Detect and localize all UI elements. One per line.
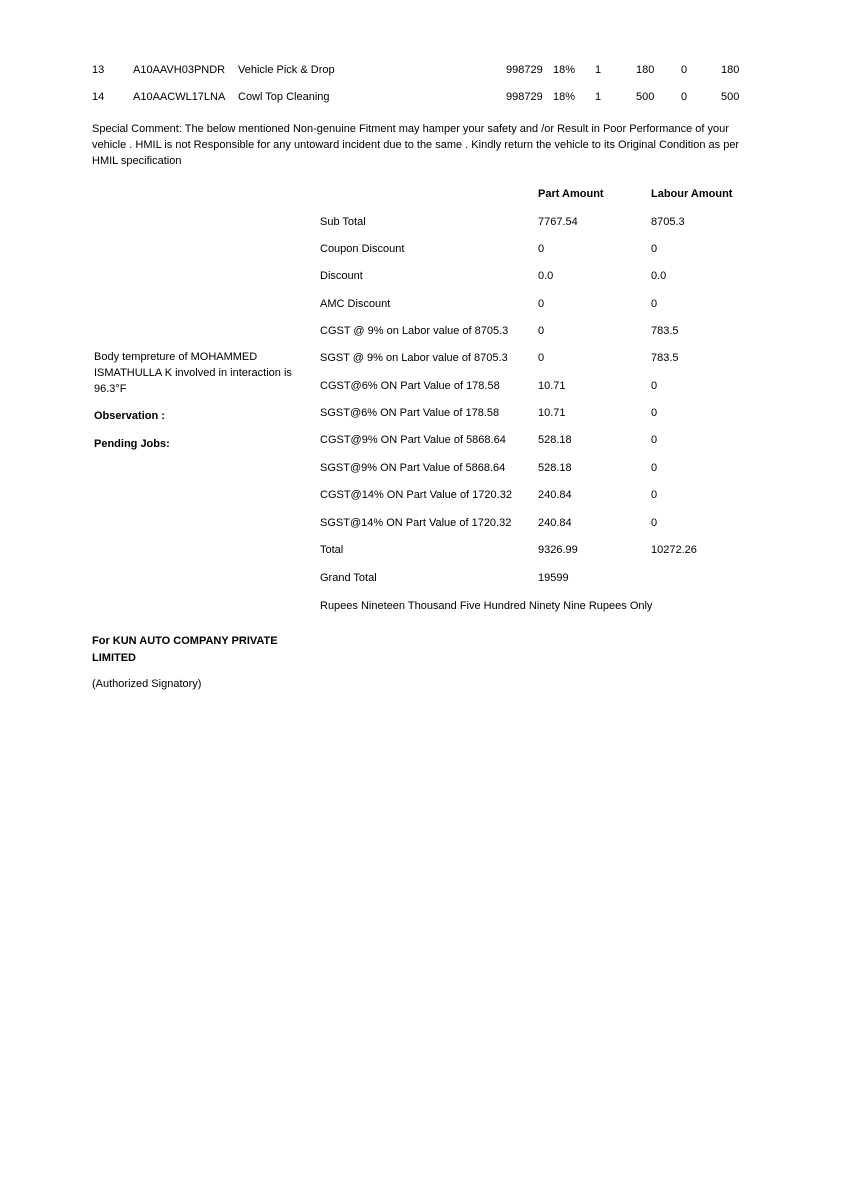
summary-labour-amount: 10272.26 — [651, 544, 697, 556]
summary-part-amount: 528.18 — [538, 434, 572, 446]
line-item-tax: 18% — [553, 91, 576, 103]
part-amount-header: Part Amount — [538, 188, 604, 200]
summary-labour-amount: 0 — [651, 489, 658, 501]
company-name: For KUN AUTO COMPANY PRIVATE LIMITED — [92, 635, 278, 664]
body-temperature-note: Body tempreture of MOHAMMED ISMATHULLA K involved in interaction is 96.3°F — [94, 351, 292, 395]
summary-label: Grand Total — [320, 572, 377, 584]
line-item-tax: 18% — [553, 64, 576, 76]
summary-labour-amount: 0.0 — [651, 270, 667, 282]
line-item-sl: 14 — [92, 91, 105, 103]
summary-labour-amount: 0 — [651, 298, 658, 310]
line-item-code: A10AAVH03PNDR — [133, 64, 226, 76]
summary-part-amount: 0 — [538, 243, 545, 255]
authorized-signatory: (Authorized Signatory) — [92, 678, 202, 690]
line-item-qty: 1 — [595, 91, 602, 103]
summary-labour-amount: 0 — [651, 407, 658, 419]
line-item-rate: 500 — [636, 91, 655, 103]
summary-part-amount: 9326.99 — [538, 544, 578, 556]
line-item-hsn: 998729 — [506, 91, 543, 103]
summary-label: CGST@9% ON Part Value of 5868.64 — [320, 434, 506, 446]
summary-label: Total — [320, 544, 344, 556]
pending-jobs-label: Pending Jobs: — [94, 438, 170, 450]
summary-labour-amount: 0 — [651, 462, 658, 474]
summary-label: SGST@14% ON Part Value of 1720.32 — [320, 517, 512, 529]
summary-part-amount: 0 — [538, 352, 545, 364]
summary-label: CGST@14% ON Part Value of 1720.32 — [320, 489, 512, 501]
summary-labour-amount: 0 — [651, 380, 658, 392]
summary-label: SGST @ 9% on Labor value of 8705.3 — [320, 352, 508, 364]
line-item-rate: 180 — [636, 64, 655, 76]
summary-labour-amount: 0 — [651, 243, 658, 255]
line-item-discount: 0 — [681, 64, 688, 76]
summary-label: Coupon Discount — [320, 243, 405, 255]
summary-labour-amount: 783.5 — [651, 325, 679, 337]
line-item-qty: 1 — [595, 64, 602, 76]
special-comment: Special Comment: The below mentioned Non-genuine Fitment may hamper your safety and /or Result in Poor Performance of your vehicle . HMIL is not Responsible for any untoward incident due to the same . Kindly return the vehicle to its Original Condition as per HMIL specification — [92, 123, 740, 167]
summary-label: SGST@6% ON Part Value of 178.58 — [320, 407, 500, 419]
summary-part-amount: 7767.54 — [538, 216, 578, 228]
summary-part-amount: 528.18 — [538, 462, 572, 474]
summary-part-amount: 0 — [538, 298, 545, 310]
summary-labour-amount: 0 — [651, 434, 658, 446]
summary-label: Discount — [320, 270, 363, 282]
summary-label: Sub Total — [320, 216, 366, 228]
line-item-discount: 0 — [681, 91, 688, 103]
line-item-amount: 180 — [721, 64, 740, 76]
summary-label: CGST@6% ON Part Value of 178.58 — [320, 380, 500, 392]
line-item-code: A10AACWL17LNA — [133, 91, 226, 103]
observation-label: Observation : — [94, 410, 165, 422]
summary-part-amount: 10.71 — [538, 407, 566, 419]
summary-part-amount: 0.0 — [538, 270, 554, 282]
summary-part-amount: 10.71 — [538, 380, 566, 392]
summary-labour-amount: 783.5 — [651, 352, 679, 364]
line-item-description: Vehicle Pick & Drop — [238, 64, 335, 76]
line-item-hsn: 998729 — [506, 64, 543, 76]
line-item-amount: 500 — [721, 91, 740, 103]
amount-in-words: Rupees Nineteen Thousand Five Hundred Ninety Nine Rupees Only — [320, 600, 653, 612]
summary-label: SGST@9% ON Part Value of 5868.64 — [320, 462, 506, 474]
summary-labour-amount: 0 — [651, 517, 658, 529]
summary-part-amount: 240.84 — [538, 517, 572, 529]
labour-amount-header: Labour Amount — [651, 188, 733, 200]
summary-part-amount: 0 — [538, 325, 545, 337]
summary-labour-amount: 8705.3 — [651, 216, 685, 228]
summary-part-amount: 240.84 — [538, 489, 572, 501]
summary-part-amount: 19599 — [538, 572, 569, 584]
line-item-description: Cowl Top Cleaning — [238, 91, 330, 103]
summary-label: AMC Discount — [320, 298, 391, 310]
line-item-sl: 13 — [92, 64, 105, 76]
summary-label: CGST @ 9% on Labor value of 8705.3 — [320, 325, 509, 337]
